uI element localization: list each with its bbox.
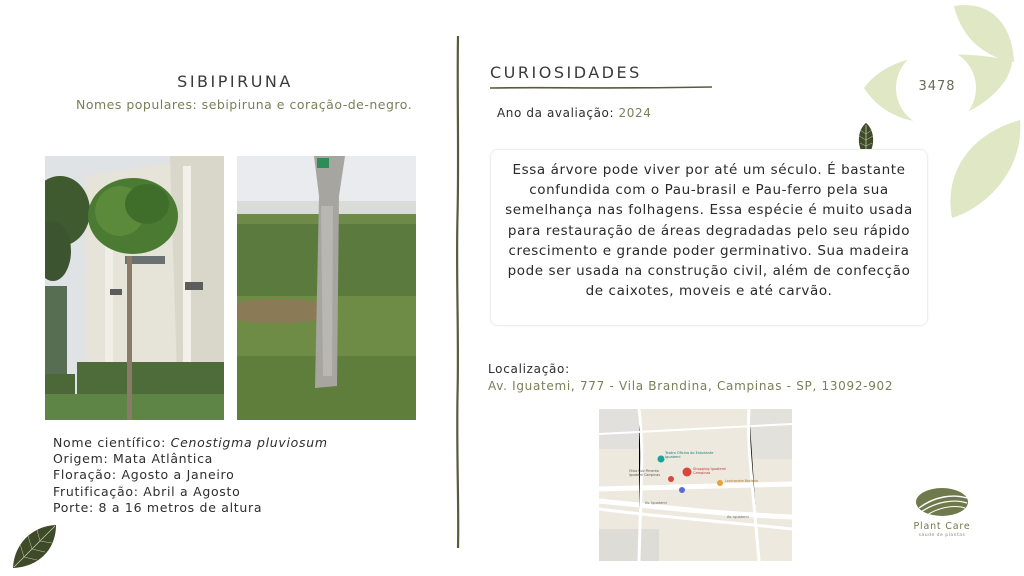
title-underline [490, 84, 712, 92]
map-label-theater: Teatro Oficina do Estudante Iguatemi [665, 451, 714, 459]
curiosities-text: Essa árvore pode viver por até um século. É bastante confundida com o Pau-brasil e Pau-ferro pela sua semelhança nas folhagens. Essa espécie é muito usada para restauração de áreas degradadas pelo seu rápido crescimento e grande poder germinativo. Sua madeira pode ser usada na construção civil, além de confecção de caixotes, moveis e até carvão. [505, 162, 913, 300]
fruiting: Frutificação: Abril a Agosto [53, 483, 241, 499]
location-label: Localização: [488, 362, 570, 376]
decorative-leaves [862, 0, 1024, 225]
trunk-photo-hedge [237, 156, 416, 420]
scientific-label: Nome científico: [53, 435, 171, 450]
map-label-street-2: Av. Iguatemi [727, 515, 749, 519]
size: Porte: 8 a 16 metros de altura [53, 499, 263, 515]
facts-list [53, 435, 328, 516]
year-value: 2024 [618, 106, 652, 120]
logo-leaf-icon [905, 486, 979, 520]
map-label-street: Av. Iguatemi [645, 501, 667, 505]
map-label-optica: Ótica Luiz Pimenta Iguatemi Campinas [629, 469, 660, 477]
logo-tagline: saude de plantas [918, 533, 966, 538]
location-map[interactable] [599, 409, 792, 561]
location-address[interactable]: Av. Iguatemi, 777 - Vila Brandina, Campinas - SP, 13092-902 [488, 379, 894, 393]
restaurant-pin-icon [717, 480, 723, 486]
plant-title: SIBIPIRUNA [177, 72, 293, 91]
flowering: Floração: Agosto a Janeiro [53, 467, 235, 483]
origin: Origem: Mata Atlântica [53, 451, 214, 467]
shopping-pin-icon [683, 468, 692, 477]
plant-care-logo [905, 486, 979, 546]
vertical-divider [451, 36, 465, 548]
corner-leaf-icon [10, 522, 60, 572]
tree-tag [317, 158, 329, 168]
theater-pin-icon [658, 456, 665, 463]
map-label-shopping: Shopping Iguatemi Campinas [693, 467, 727, 475]
shop-pin-icon [668, 476, 674, 482]
year-label: Ano da avaliação: [497, 106, 619, 120]
scientific-value: Cenostigma pluviosum [170, 435, 328, 450]
evaluation-year [497, 106, 652, 120]
popular-names: Nomes populares: sebipiruna e coração-de-negro. [76, 97, 413, 112]
curiosities-title: CURIOSIDADES [490, 63, 642, 82]
store-pin-icon [679, 487, 685, 493]
scientific-name [53, 435, 328, 451]
tree-photo-building [45, 156, 224, 420]
logo-name: Plant Care [913, 521, 971, 532]
map-label-lanchonete: Lanchonete Bacteria [725, 479, 758, 483]
plant-code: 3478 [918, 79, 956, 94]
